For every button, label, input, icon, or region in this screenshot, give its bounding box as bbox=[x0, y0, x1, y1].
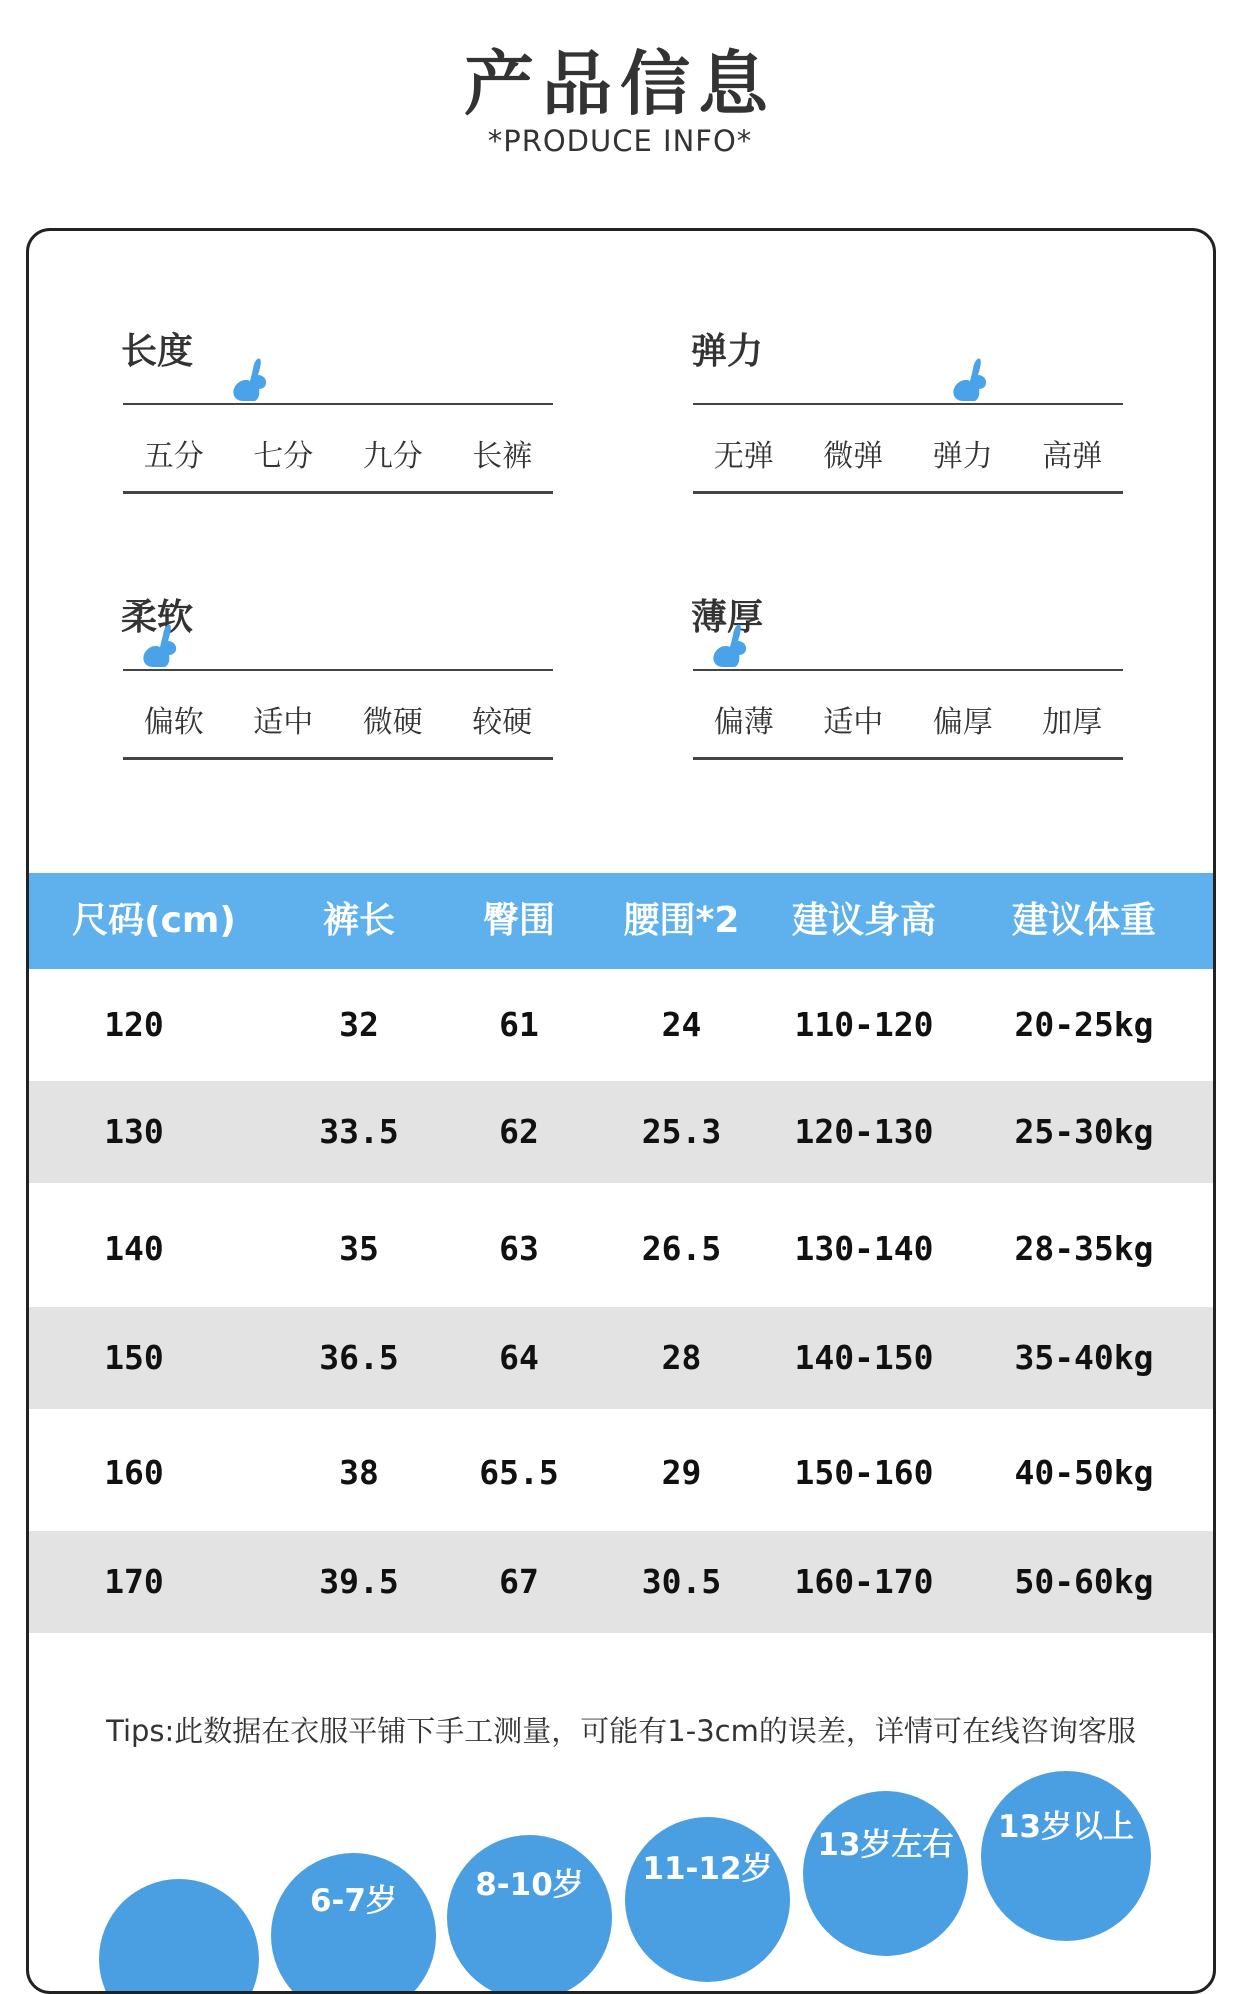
divider bbox=[693, 757, 1123, 760]
col-header-weight: 建议体重 bbox=[1011, 900, 1156, 941]
table-cell: 150 bbox=[104, 1338, 164, 1377]
table-cell: 120-130 bbox=[794, 1112, 934, 1151]
table-cell: 38 bbox=[339, 1453, 379, 1492]
table-cell: 20-25kg bbox=[1014, 1005, 1154, 1044]
table-cell: 130-140 bbox=[794, 1229, 934, 1268]
attribute-label: 薄厚 bbox=[691, 597, 764, 638]
attribute-softness bbox=[123, 589, 553, 759]
table-cell: 63 bbox=[499, 1229, 539, 1268]
table-cell: 65.5 bbox=[479, 1453, 559, 1492]
scale-line bbox=[123, 669, 553, 671]
option-wudan: 无弹 bbox=[713, 439, 774, 474]
table-row bbox=[29, 1417, 1213, 1529]
divider bbox=[123, 757, 553, 760]
table-cell: 110-120 bbox=[794, 1005, 934, 1044]
table-cell: 140-150 bbox=[794, 1338, 934, 1377]
product-info-card bbox=[26, 228, 1216, 1994]
size-table-header bbox=[29, 873, 1213, 969]
attribute-label: 柔软 bbox=[121, 597, 194, 638]
scale-line bbox=[123, 403, 553, 405]
option-qifen: 七分 bbox=[253, 439, 314, 474]
page-title: 产品信息 bbox=[464, 43, 776, 125]
option-gaodan: 高弹 bbox=[1042, 439, 1103, 474]
option-list bbox=[119, 697, 557, 740]
scale-line bbox=[693, 403, 1123, 405]
rabbit-icon bbox=[227, 355, 271, 405]
age-bubble: 13岁以上 bbox=[981, 1771, 1151, 1941]
attribute-thickness bbox=[693, 589, 1123, 759]
table-cell: 40-50kg bbox=[1014, 1453, 1154, 1492]
table-cell: 25-30kg bbox=[1014, 1112, 1154, 1151]
option-shizhong: 适中 bbox=[253, 705, 314, 740]
table-cell: 32 bbox=[339, 1005, 379, 1044]
table-row bbox=[29, 1081, 1213, 1183]
col-header-length: 裤长 bbox=[322, 900, 395, 941]
option-pianhou: 偏厚 bbox=[932, 705, 993, 740]
table-cell: 64 bbox=[499, 1338, 539, 1377]
col-header-size: 尺码(cm) bbox=[72, 900, 236, 941]
age-bubble: 8-10岁 bbox=[447, 1835, 612, 1994]
table-cell: 39.5 bbox=[319, 1562, 399, 1601]
option-pianruan: 偏软 bbox=[143, 705, 204, 740]
table-cell: 160-170 bbox=[794, 1562, 934, 1601]
page-subtitle: *PRODUCE INFO* bbox=[487, 124, 753, 158]
table-row bbox=[29, 1307, 1213, 1409]
option-weidan: 微弹 bbox=[823, 439, 884, 474]
table-cell: 26.5 bbox=[641, 1229, 722, 1268]
table-cell: 36.5 bbox=[319, 1338, 399, 1377]
table-cell: 28 bbox=[661, 1338, 702, 1377]
option-list bbox=[119, 431, 557, 474]
divider bbox=[693, 491, 1123, 494]
table-cell: 160 bbox=[104, 1453, 164, 1492]
table-cell: 33.5 bbox=[319, 1112, 399, 1151]
rabbit-icon bbox=[707, 621, 751, 671]
table-cell: 35-40kg bbox=[1014, 1338, 1154, 1377]
option-jiufen: 九分 bbox=[362, 439, 423, 474]
table-cell: 35 bbox=[339, 1229, 379, 1268]
divider bbox=[123, 491, 553, 494]
table-cell: 50-60kg bbox=[1014, 1562, 1154, 1601]
option-shizhong: 适中 bbox=[823, 705, 884, 740]
table-cell: 130 bbox=[104, 1112, 164, 1151]
option-list bbox=[689, 431, 1127, 474]
col-header-height: 建议身高 bbox=[791, 900, 936, 941]
option-wufen: 五分 bbox=[143, 439, 204, 474]
option-weiying: 微硬 bbox=[362, 705, 423, 740]
age-bubble bbox=[99, 1879, 259, 1994]
rabbit-icon bbox=[137, 621, 181, 671]
age-bubble: 11-12岁 bbox=[625, 1817, 790, 1982]
tips-text: Tips:此数据在衣服平铺下手工测量，可能有1-3cm的误差，详情可在线咨询客服 bbox=[106, 1714, 1136, 1748]
age-bubble: 13岁左右 bbox=[803, 1791, 968, 1956]
table-cell: 61 bbox=[499, 1005, 539, 1044]
table-cell: 24 bbox=[661, 1005, 702, 1044]
table-row bbox=[29, 1531, 1213, 1633]
table-cell: 30.5 bbox=[641, 1562, 722, 1601]
option-changku: 长裤 bbox=[472, 439, 533, 474]
rabbit-icon bbox=[947, 355, 991, 405]
col-header-hip: 臀围 bbox=[482, 900, 555, 941]
table-cell: 67 bbox=[499, 1562, 539, 1601]
option-pianbao: 偏薄 bbox=[713, 705, 774, 740]
option-tanli: 弹力 bbox=[932, 439, 993, 474]
table-cell: 140 bbox=[104, 1229, 164, 1268]
attribute-label: 弹力 bbox=[691, 331, 764, 372]
option-list bbox=[689, 697, 1127, 740]
attribute-length bbox=[123, 323, 553, 493]
scale-line bbox=[693, 669, 1123, 671]
table-row bbox=[29, 969, 1213, 1081]
attribute-label: 长度 bbox=[121, 331, 194, 372]
age-bubble: 6-7岁 bbox=[271, 1853, 436, 1994]
table-cell: 62 bbox=[499, 1112, 539, 1151]
table-cell: 150-160 bbox=[794, 1453, 934, 1492]
table-cell: 29 bbox=[661, 1453, 702, 1492]
option-jiaoying: 较硬 bbox=[472, 705, 533, 740]
table-cell: 25.3 bbox=[641, 1112, 722, 1151]
table-cell: 120 bbox=[104, 1005, 164, 1044]
option-jiahou: 加厚 bbox=[1042, 705, 1103, 740]
table-cell: 28-35kg bbox=[1014, 1229, 1154, 1268]
table-cell: 170 bbox=[104, 1562, 164, 1601]
attribute-elasticity bbox=[693, 323, 1123, 493]
table-row bbox=[29, 1193, 1213, 1305]
col-header-waist: 腰围*2 bbox=[623, 900, 740, 941]
